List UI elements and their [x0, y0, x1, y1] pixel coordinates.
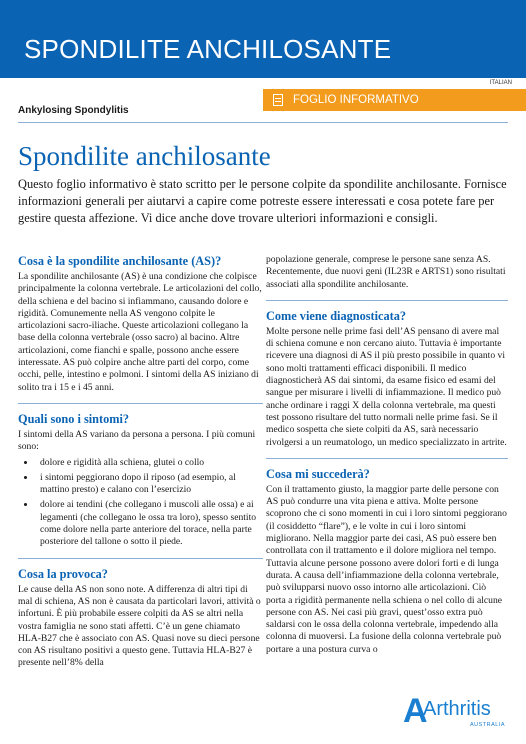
- logo-text: Arthritis: [423, 698, 491, 720]
- list-item: • dolore ai tendini (che collegano i muscoli alle ossa) e ai legamenti (che collegano le ossa tra loro), spesso sentito come dolore nella parte anteriore del torace, nella parte posteriore del tallone o sotto il piede.: [36, 499, 263, 548]
- section-causes: [18, 567, 263, 670]
- section-body: La spondilite anchilosante (AS) è una condizione che colpisce principalmente la colonna vertebrale. Le articolazioni del collo, della schiena e del bacino si infiammano, causando dolore e rigidità. Comunemente nella AS vengono colpite le articolazioni sacro-iliache. Queste articolazioni collegano la base della colonna vertebrale (osso sacro) al bacino. Altre articolazioni, come fianchi e spalle, possono anche essere interessate. AS può colpire anche altre parti del corpo, come occhi, pelle, intestino e polmoni. I sintomi della AS iniziano di solito tra i 15 e i 45 anni.: [18, 271, 262, 393]
- section-outlook: [266, 467, 508, 656]
- english-subtitle: Ankylosing Spondylitis: [18, 105, 129, 116]
- language-label: ITALIAN: [489, 80, 512, 86]
- right-column: [266, 254, 508, 665]
- page-title: Spondilite anchilosante: [18, 141, 271, 171]
- section-heading: Quali sono i sintomi?: [18, 411, 130, 426]
- list-item: • dolore e rigidità alla schiena, glutei o collo: [36, 457, 263, 469]
- section-body: Con il trattamento giusto, la maggior parte delle persone con AS può condurre una vita piena e attiva. Molte persone scoprono che ci sono momenti in cui i loro sintomi peggiorano (il cosiddetto “flare”), e le volte in cui i loro sintomi migliorano. Nella maggior parte dei casi, AS può essere ben controllata con il trattamento e il dolore migliora nel tempo. Tuttavia alcune persone possono avere dolori forti e di lunga durata. A causa dell’infiammazione della colonna vertebrale, può svilupparsi nuovo osso intorno alle articolazioni. Ciò porta a rigidità permanente nella schiena o nel collo di alcune persone con AS. Nei casi più gravi, quest’osso extra può saldarsi con le ossa della colonna vertebrale, impedendo alla colonna di muoversi. La fusione della colonna vertebrale può portare a una postura curva o: [266, 483, 507, 655]
- section-heading: Come viene diagnosticata?: [266, 308, 407, 323]
- section-heading: Cosa mi succederà?: [266, 466, 370, 481]
- left-column: [18, 254, 263, 679]
- divider: [266, 458, 508, 459]
- section-heading: Cosa la provoca?: [18, 566, 108, 581]
- section-what-is-as: [18, 254, 263, 394]
- section-symptoms: [18, 412, 263, 549]
- divider: [266, 300, 508, 301]
- divider: [18, 403, 263, 404]
- divider: [18, 558, 263, 559]
- arthritis-australia-logo: [403, 692, 513, 736]
- document-icon: [273, 94, 283, 106]
- section-heading: Cosa è la spondilite anchilosante (AS)?: [18, 254, 222, 268]
- section-causes-continued: [266, 254, 508, 291]
- fact-sheet-label: FOGLIO INFORMATIVO: [293, 94, 419, 106]
- divider: [18, 122, 508, 123]
- symptom-list: [18, 457, 263, 549]
- header-banner: [0, 0, 526, 78]
- section-body: I sintomi della AS variano da persona a persona. I più comuni sono:: [18, 428, 256, 453]
- banner-title: SPONDILITE ANCHILOSANTE: [24, 34, 392, 64]
- intro-paragraph: Questo foglio informativo è stato scritto per le persone colpite da spondilite anchilosante. Fornisce informazioni generali per aiutarvi a capire come potreste essere interessati e cosa potete fare per gestire questa affezione. Vi dice anche dove trovare ulteriori informazioni e consigli.: [18, 177, 507, 225]
- section-body: Molte persone nelle prime fasi dell’AS pensano di avere mal di schiena comune e non cercano aiuto. Tuttavia è importante ricevere una diagnosi di AS il più presto possibile in quanto vi sono molti trattamenti efficaci disponibili. Il medico diagnosticherà AS dai sintomi, da esame fisico ed esami del sangue per misurare i livelli di infiammazione. Il medico può anche ordinare i raggi X della colonna vertebrale, ma questi test possono risultare del tutto normali nelle prime fasi. Se il medico sospetta che siete colpiti da AS, sarà necessario rivolgersi a un reumatologo, un medico specializzato in artrite.: [266, 325, 507, 448]
- section-body: popolazione generale, comprese le persone sane senza AS. Recentemente, due nuovi geni (IL23R e ARTS1) sono risultati associati alla spondilite anchilosante.: [266, 254, 506, 290]
- list-item: • i sintomi peggiorano dopo il riposo (ad esempio, al mattino presto) e calano con l’esercizio: [36, 472, 263, 497]
- section-diagnosis: [266, 309, 508, 449]
- section-body: Le cause della AS non sono note. A differenza di altri tipi di mal di schiena, AS non è causata da particolari lavori, attività o infortuni. È più probabile essere colpiti da AS se altri nella vostra famiglia ne sono stati affetti. C’è un gene chiamato HLA-B27 che è associato con AS. Quasi nove su dieci persone con AS risultano positivi a questo gene. Tuttavia HLA-B27 è presente nell’8% della: [18, 583, 261, 669]
- fact-sheet-tag: [263, 89, 526, 111]
- logo-a-icon: A: [403, 692, 428, 730]
- logo-subtext: AUSTRALIA: [470, 722, 506, 728]
